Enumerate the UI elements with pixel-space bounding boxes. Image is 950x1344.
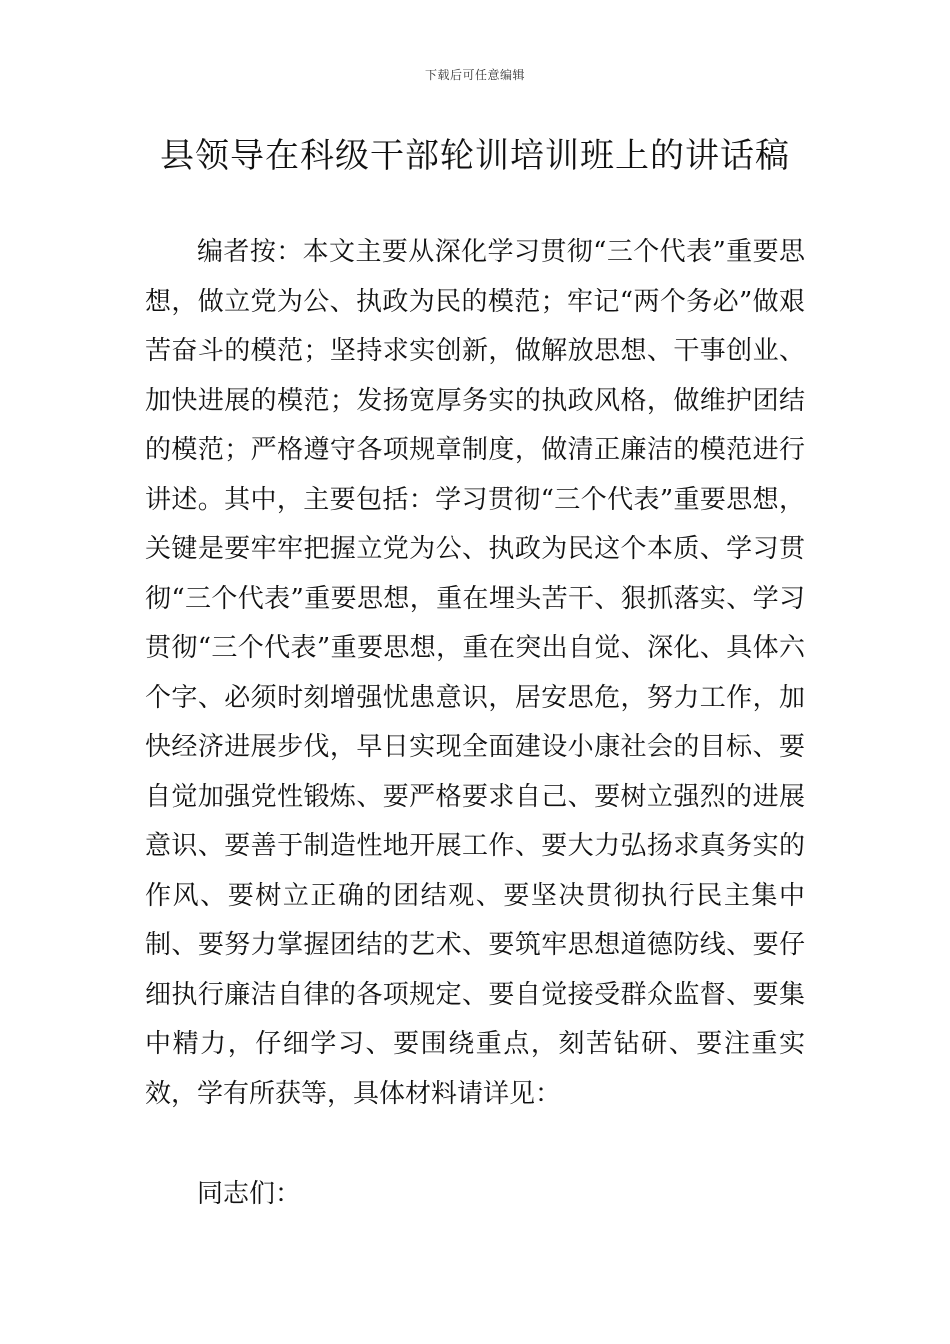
editor-note-paragraph: 编者按：本文主要从深化学习贯彻“三个代表”重要思想，做立党为公、执政为民的模范；牢记“两个务必”做艰苦奋斗的模范；坚持求实创新，做解放思想、干事创业、加快进展的模范；发扬宽厚务实的执政风格，做维护团结的模范；严格遵守各项规章制度，做清正廉洁的模范进行讲述。其中，主要包括：学习贯彻“三个代表”重要思想，关键是要牢牢把握立党为公、执政为民这个本质、学习贯彻“三个代表”重要思想，重在埋头苦干、狠抓落实、学习贯彻“三个代表”重要思想，重在突出自觉、深化、具体六个字、必须时刻增强忧患意识，居安思危，努力工作，加快经济进展步伐，早日实现全面建设小康社会的目标、要自觉加强党性锻炼、要严格要求自己、要树立强烈的进展意识、要善于制造性地开展工作、要大力弘扬求真务实的作风、要树立正确的团结观、要坚决贯彻执行民主集中制、要努力掌握团结的艺术、要筑牢思想道德防线、要仔细执行廉洁自律的各项规定、要自觉接受群众监督、要集中精力，仔细学习、要围绕重点，刻苦钻研、要注重实效，学有所获等，具体材料请详见： (145, 237, 805, 1109)
header-note: 下载后可任意编辑 (424, 68, 525, 82)
document-title: 县领导在科级干部轮训培训班上的讲话稿 (160, 136, 790, 176)
salutation: 同志们： (197, 1179, 302, 1209)
